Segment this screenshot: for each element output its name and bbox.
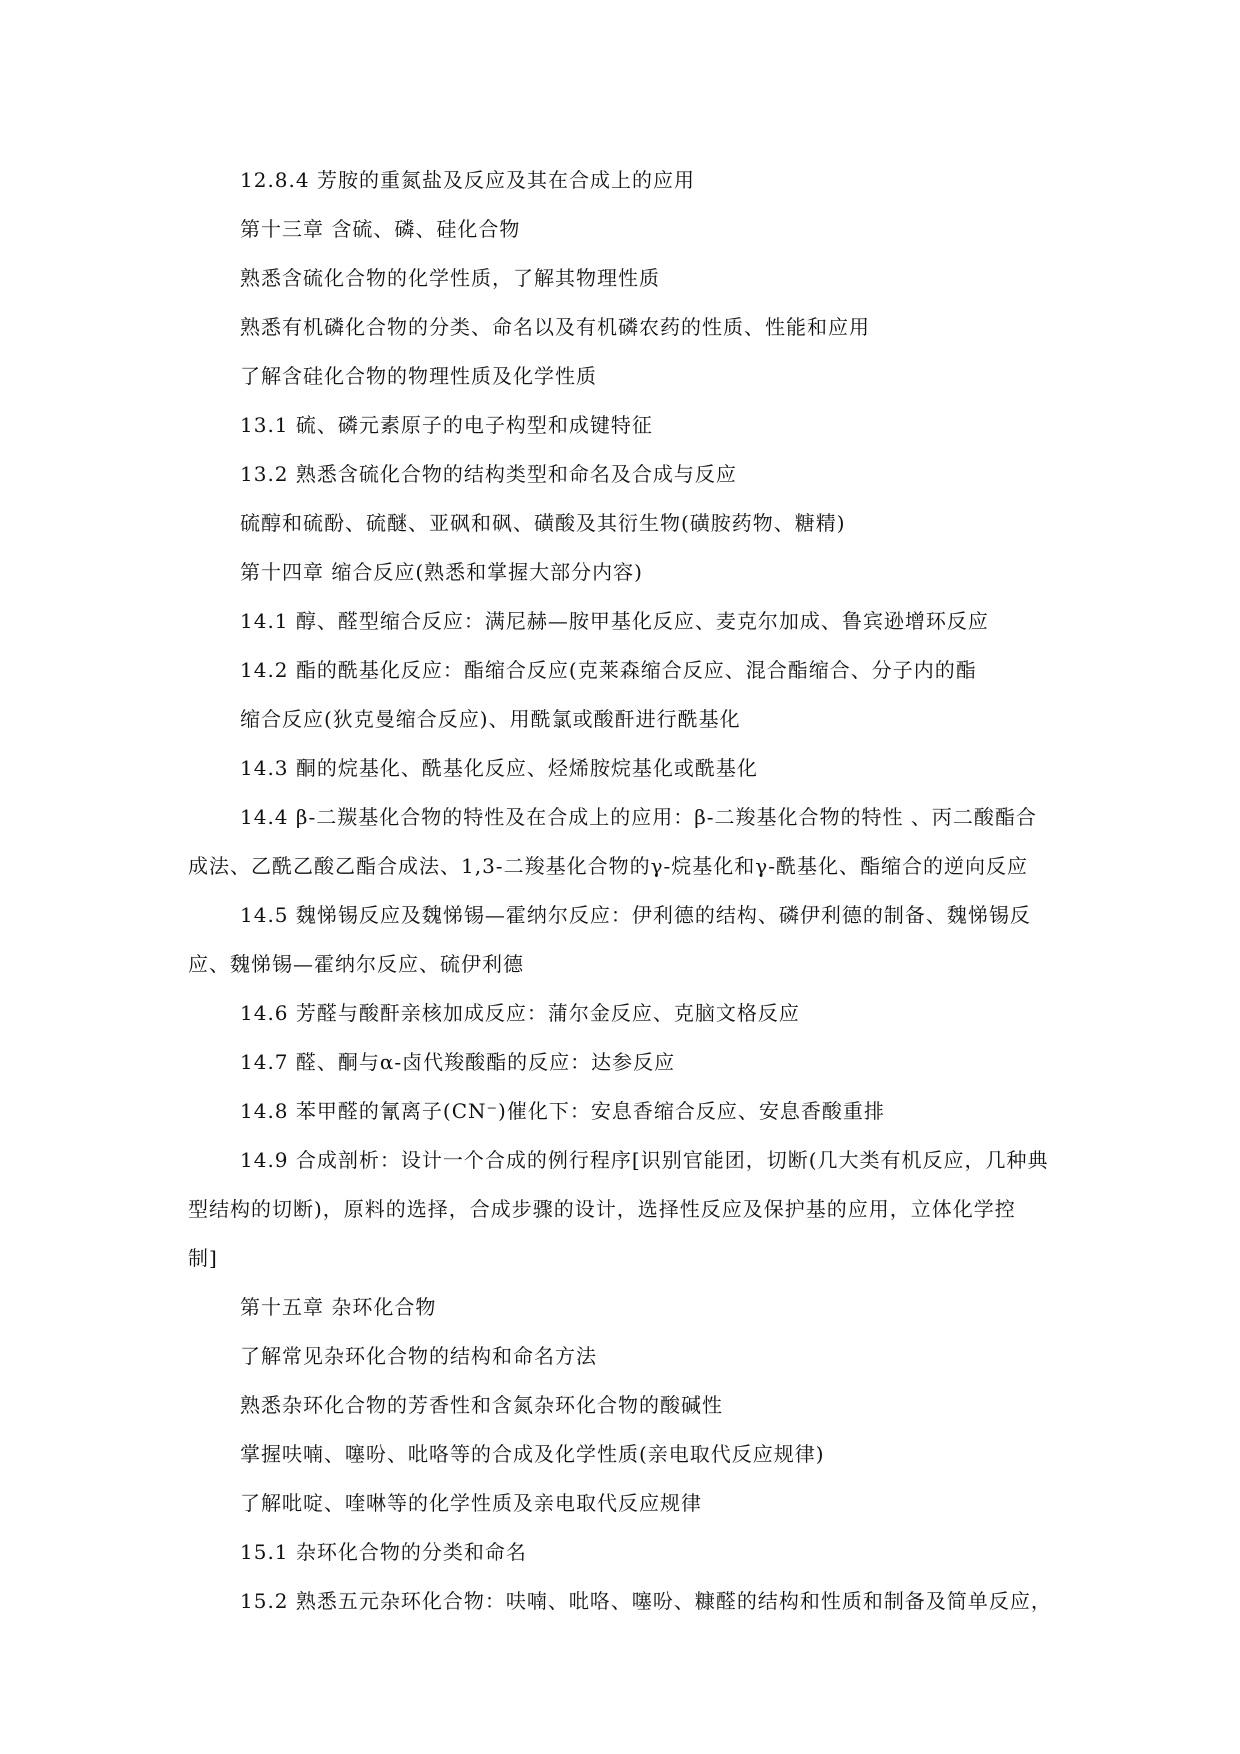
section-line: 14.3 酮的烷基化、酰基化反应、烃烯胺烷基化或酰基化	[240, 756, 758, 780]
section-line: 14.8 苯甲醛的氰离子(CN⁻)催化下：安息香缩合反应、安息香酸重排	[240, 1099, 885, 1123]
section-line: 13.2 熟悉含硫化合物的结构类型和命名及合成与反应	[240, 462, 737, 486]
section-line: 14.7 醛、酮与α-卤代羧酸酯的反应：达参反应	[240, 1050, 676, 1074]
paragraph-14-4	[188, 793, 1056, 891]
text-line: 了解常见杂环化合物的结构和命名方法	[240, 1344, 597, 1368]
paragraph-14-9	[188, 1136, 1056, 1283]
paragraph-line: 应、魏悌锡—霍纳尔反应、硫伊利德	[188, 952, 524, 976]
section-line: 14.6 芳醛与酸酐亲核加成反应：蒲尔金反应、克脑文格反应	[240, 1001, 800, 1025]
chapter-heading: 第十四章 缩合反应(熟悉和掌握大部分内容)	[240, 560, 643, 584]
text-line: 了解吡啶、喹啉等的化学性质及亲电取代反应规律	[240, 1491, 702, 1515]
text-line: 硫醇和硫酚、硫醚、亚砜和砜、磺酸及其衍生物(磺胺药物、糖精)	[240, 511, 846, 535]
paragraph-line: 型结构的切断)，原料的选择，合成步骤的设计，选择性反应及保护基的应用，立体化学控	[188, 1197, 1016, 1221]
paragraph-line: 制]	[188, 1246, 218, 1270]
text-line: 掌握呋喃、噻吩、吡咯等的合成及化学性质(亲电取代反应规律)	[240, 1442, 825, 1466]
section-line: 13.1 硫、磷元素原子的电子构型和成键特征	[240, 413, 653, 437]
document-body	[188, 156, 1056, 1626]
section-line: 14.2 酯的酰基化反应：酯缩合反应(克莱森缩合反应、混合酯缩合、分子内的酯	[240, 658, 977, 682]
text-line: 熟悉有机磷化合物的分类、命名以及有机磷农药的性质、性能和应用	[240, 315, 870, 339]
text-line: 熟悉杂环化合物的芳香性和含氮杂环化合物的酸碱性	[240, 1393, 723, 1417]
paragraph-line: 成法、乙酰乙酸乙酯合成法、1,3-二羧基化合物的γ-烷基化和γ-酰基化、酯缩合的逆向反应	[188, 854, 1028, 878]
chapter-heading: 第十三章 含硫、磷、硅化合物	[240, 217, 521, 241]
text-line: 熟悉含硫化合物的化学性质，了解其物理性质	[240, 266, 660, 290]
text-line: 12.8.4 芳胺的重氮盐及反应及其在合成上的应用	[240, 168, 695, 192]
text-line: 缩合反应(狄克曼缩合反应)、用酰氯或酸酐进行酰基化	[240, 707, 741, 731]
paragraph-line: 14.9 合成剖析：设计一个合成的例行程序[识别官能团，切断(几大类有机反应，几种典	[240, 1148, 1049, 1172]
paragraph-line: 14.4 β-二羰基化合物的特性及在合成上的应用：β-二羧基化合物的特性 、丙二酸酯合	[240, 805, 1037, 829]
section-line: 15.2 熟悉五元杂环化合物：呋喃、吡咯、噻吩、糠醛的结构和性质和制备及简单反应，	[240, 1589, 1052, 1613]
chapter-heading: 第十五章 杂环化合物	[240, 1295, 437, 1319]
paragraph-line: 14.5 魏悌锡反应及魏悌锡—霍纳尔反应：伊利德的结构、磷伊利德的制备、魏悌锡反	[240, 903, 1031, 927]
section-line: 15.1 杂环化合物的分类和命名	[240, 1540, 527, 1564]
paragraph-14-5	[188, 891, 1056, 989]
text-line: 了解含硅化合物的物理性质及化学性质	[240, 364, 597, 388]
section-line: 14.1 醇、醛型缩合反应：满尼赫—胺甲基化反应、麦克尔加成、鲁宾逊增环反应	[240, 609, 989, 633]
